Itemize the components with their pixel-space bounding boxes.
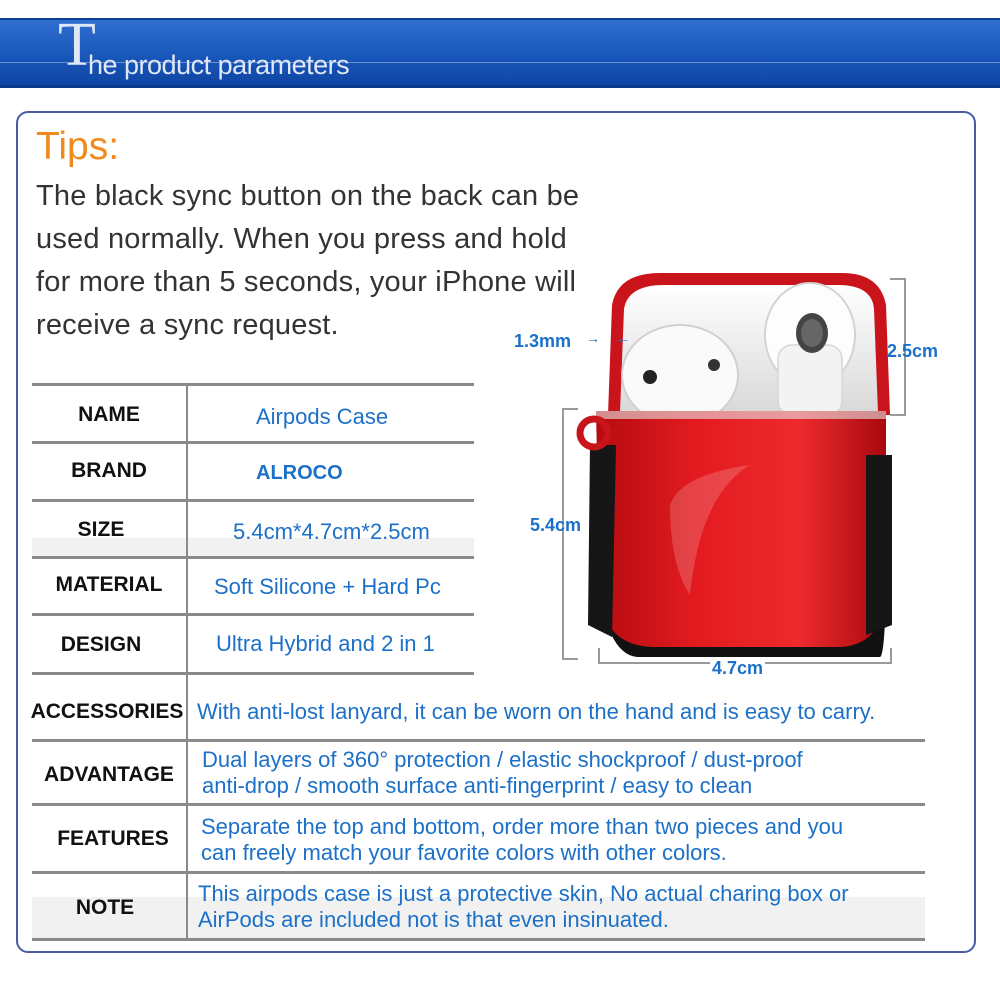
tips-body — [36, 175, 636, 347]
note-line: This airpods case is just a protective skin, No actual charing box or — [198, 881, 849, 906]
dim-lid-height: 2.5cm — [887, 341, 939, 361]
table-rule — [32, 803, 925, 806]
tips-line: used normally. When you press and hold — [36, 223, 567, 255]
spec-label-note: NOTE — [75, 896, 135, 919]
spec-value-brand: ALROCO — [256, 462, 343, 484]
spec-value-material: Soft Silicone + Hard Pc — [214, 574, 441, 599]
table-rule — [32, 499, 474, 502]
spec-value-features — [201, 814, 843, 866]
tips-title: Tips: — [36, 125, 120, 168]
dim-width: 4.7cm — [712, 658, 764, 678]
dim-thickness: 1.3mm — [514, 331, 572, 351]
table-rule — [32, 441, 474, 444]
table-rule — [32, 739, 925, 742]
arrow-right-icon: → — [586, 330, 600, 346]
features-line: can freely match your favorite colors with other colors. — [201, 840, 727, 865]
header-title-initial: T — [58, 11, 96, 79]
header-title: he product parameters — [88, 50, 350, 80]
spec-value-name: Airpods Case — [256, 404, 389, 429]
spec-value-design: Ultra Hybrid and 2 in 1 — [216, 631, 435, 656]
spec-label-brand: BRAND — [71, 459, 147, 482]
spec-value-size: 5.4cm*4.7cm*2.5cm — [233, 519, 430, 544]
arrow-left-icon: ← — [616, 330, 630, 346]
spec-label-features: FEATURES — [57, 827, 169, 850]
tips-line: receive a sync request. — [36, 309, 339, 341]
header-banner — [0, 11, 1000, 88]
advantage-line: Dual layers of 360° protection / elastic shockproof / dust-proof — [202, 747, 803, 772]
earbud-left — [622, 325, 738, 425]
spec-label-size: SIZE — [77, 518, 125, 541]
dim-height: 5.4cm — [530, 515, 582, 535]
tips-line: The black sync button on the back can be — [36, 180, 580, 212]
table-rule — [32, 871, 925, 874]
spec-label-accessories: ACCESSORIES — [30, 700, 184, 723]
tips-line: for more than 5 seconds, your iPhone will — [36, 266, 577, 298]
table-rule — [32, 383, 474, 386]
airpods-case-illustration — [560, 265, 900, 665]
spec-label-advantage: ADVANTAGE — [44, 763, 174, 786]
table-rule — [32, 672, 474, 675]
table-rule — [32, 556, 474, 559]
earbud-right — [765, 283, 855, 415]
advantage-line: anti-drop / smooth surface anti-fingerprint / easy to clean — [202, 773, 753, 798]
spec-label-material: MATERIAL — [55, 573, 163, 596]
spec-value-accessories: With anti-lost lanyard, it can be worn on the hand and is easy to carry. — [197, 699, 876, 724]
case-base — [588, 411, 892, 657]
spec-label-name: NAME — [78, 403, 140, 426]
features-line: Separate the top and bottom, order more than two pieces and you — [201, 814, 844, 839]
table-divider — [186, 674, 188, 938]
spec-label-design: DESIGN — [60, 633, 142, 656]
note-line: AirPods are included not is that even insinuated. — [198, 907, 669, 932]
spec-value-note — [198, 881, 849, 933]
table-rule — [32, 938, 925, 941]
table-rule — [32, 613, 474, 616]
table-divider — [186, 385, 188, 672]
spec-value-advantage — [202, 747, 803, 799]
